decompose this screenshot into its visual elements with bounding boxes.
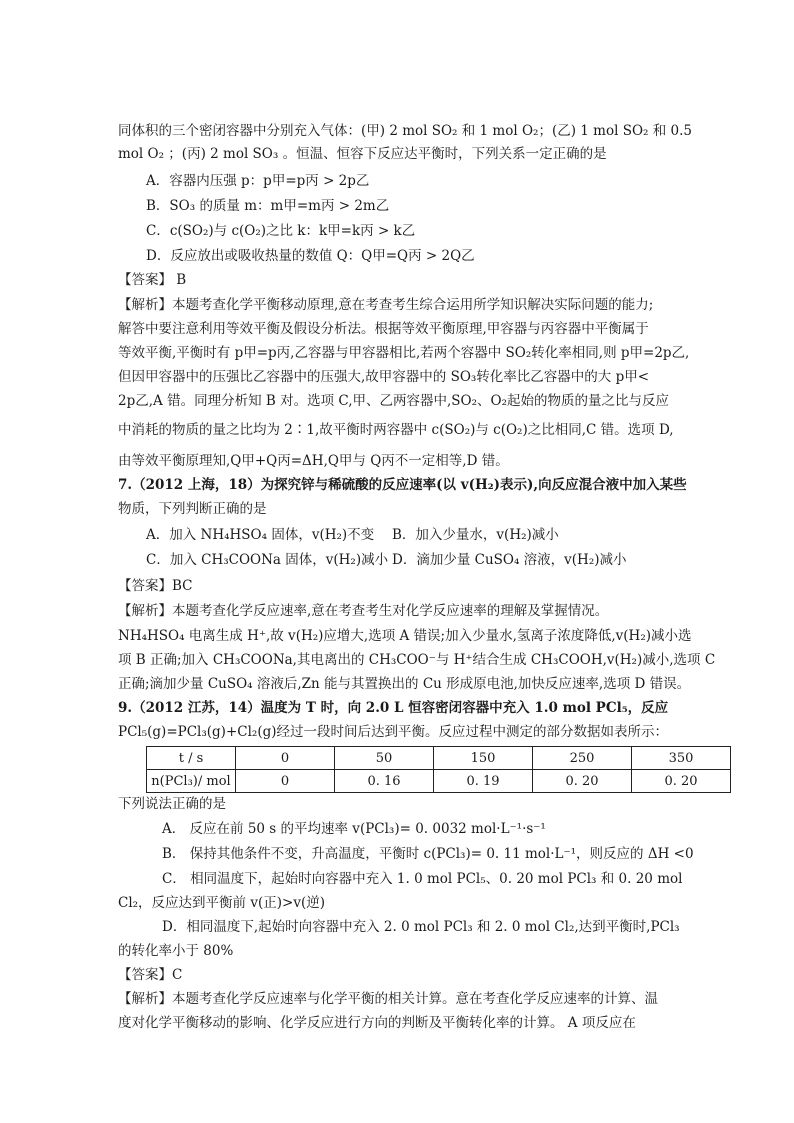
q6-explanation-line: 等效平衡,平衡时有 p甲=p丙,乙容器与甲容器相比,若两个容器中 SO₂转化率相同,则 p甲=2p乙, — [118, 345, 690, 361]
table-cell: 350 — [632, 747, 731, 770]
table-cell: 0. 20 — [632, 770, 731, 793]
table-cell: t / s — [147, 747, 236, 770]
q7-explanation-line: 项 B 正确;加入 CH₃COONa,其电离出的 CH₃COO⁻与 H⁺结合生成 CH₃COOH,v(H₂)减小,选项 C — [118, 652, 716, 668]
q7-option-d: D．滴加少量 CuSO₄ 溶液，v(H₂)减小 — [392, 552, 627, 568]
q6-option-d: D．反应放出或吸收热量的数值 Q：Q甲=Q丙 > 2Q乙 — [146, 248, 475, 264]
q7-stem-line-2: 物质，下列判断正确的是 — [118, 501, 267, 517]
table-row — [147, 747, 731, 770]
table-cell: 250 — [533, 747, 632, 770]
q9-explanation-line: 【解析】本题考查化学反应速率与化学平衡的相关计算。意在考查化学反应速率的计算、温 — [118, 991, 658, 1007]
table-cell: 0. 16 — [335, 770, 434, 793]
q9-option-d-line-2: 的转化率小于 80% — [118, 943, 234, 959]
q7-stem-line-1: 7.（2012 上海，18）为探究锌与稀硫酸的反应速率(以 v(H₂)表示),向反应混合液中加入某些 — [118, 477, 687, 493]
q9-explanation-line: 度对化学平衡移动的影响、化学反应进行方向的判断及平衡转化率的计算。 A 项反应在 — [118, 1015, 636, 1031]
q9-option-c-line-1: C． 相同温度下，起始时向容器中充入 1. 0 mol PCl₅、0. 20 mol PCl₃ 和 0. 20 mol — [162, 871, 683, 887]
q7-option-a: A．加入 NH₄HSO₄ 固体，v(H₂)不变 — [146, 527, 375, 543]
q9-stem-line-2: PCl₅(g)=PCl₃(g)+Cl₂(g)经过一段时间后达到平衡。反应过程中测定的部分数据如表所示： — [118, 724, 668, 740]
table-cell: 0 — [236, 770, 335, 793]
q6-option-a: A．容器内压强 p：p甲=p丙 > 2p乙 — [146, 173, 370, 189]
q7-option-b: B．加入少量水，v(H₂)减小 — [392, 527, 559, 543]
q6-option-c: C．c(SO₂)与 c(O₂)之比 k：k甲=k丙 > k乙 — [146, 223, 416, 239]
q9-option-a: A． 反应在前 50 s 的平均速率 v(PCl₃)= 0. 0032 mol·L⁻¹·s⁻¹ — [162, 821, 546, 837]
q9-prompt: 下列说法正确的是 — [118, 796, 226, 812]
q9-stem-line-1: 9.（2012 江苏，14）温度为 T 时，向 2.0 L 恒容密闭容器中充入 1.0 mol PCl₅，反应 — [118, 700, 669, 716]
q7-explanation-line: 【解析】本题考查化学反应速率,意在考查考生对化学反应速率的理解及掌握情况。 — [118, 603, 609, 619]
q6-stem-line-2: mol O₂ ；(丙) 2 mol SO₃ 。恒温、恒容下反应达平衡时，下列关系一定正确的是 — [118, 146, 607, 162]
table-cell: 0 — [236, 747, 335, 770]
table-cell: n(PCl₃)/ mol — [147, 770, 236, 793]
q6-explanation-line: 由等效平衡原理知,Q甲+Q丙=ΔH,Q甲与 Q丙不一定相等,D 错。 — [118, 453, 509, 469]
q9-answer: 【答案】C — [118, 967, 183, 983]
q6-explanation-line: 中消耗的物质的量之比均为 2∶1,故平衡时两容器中 c(SO₂)与 c(O₂)之比相同,C 错。选项 D, — [118, 422, 674, 438]
q7-explanation-line: 正确;滴加少量 CuSO₄ 溶液后,Zn 能与其置换出的 Cu 形成原电池,加快反应速率,选项 D 错误。 — [118, 676, 691, 692]
q6-explanation-line: 但因甲容器中的压强比乙容器中的压强大,故甲容器中的 SO₃转化率比乙容器中的大 p甲< — [118, 369, 650, 385]
q9-option-d-line-1: D．相同温度下,起始时向容器中充入 2. 0 mol PCl₃ 和 2. 0 mol Cl₂,达到平衡时,PCl₃ — [162, 919, 680, 935]
table-cell: 0. 20 — [533, 770, 632, 793]
q6-answer: 【答案】 B — [118, 272, 187, 288]
q9-option-c-line-2: Cl₂，反应达到平衡前 v(正)>v(逆) — [118, 895, 325, 911]
q6-option-b: B．SO₃ 的质量 m：m甲=m丙 > 2m乙 — [146, 198, 390, 214]
q6-explanation-line: 【解析】本题考查化学平衡移动原理,意在考查考生综合运用所学知识解决实际问题的能力; — [118, 297, 654, 313]
q9-option-b: B． 保持其他条件不变，升高温度，平衡时 c(PCl₃)= 0. 11 mol·L⁻¹，则反应的 ΔH <0 — [162, 846, 694, 862]
q6-explanation-line: 解答中要注意利用等效平衡及假设分析法。根据等效平衡原理,甲容器与丙容器中平衡属于 — [118, 321, 649, 337]
table-cell: 0. 19 — [434, 770, 533, 793]
table-cell: 150 — [434, 747, 533, 770]
q6-explanation-line: 2p乙,A 错。同理分析知 B 对。选项 C,甲、乙两容器中,SO₂、O₂起始的物质的量之比与反应 — [118, 393, 669, 409]
q7-answer: 【答案】BC — [118, 578, 193, 594]
q7-option-c: C．加入 CH₃COONa 固体，v(H₂)减小 — [146, 552, 389, 568]
q6-stem-line-1: 同体积的三个密闭容器中分别充入气体：(甲) 2 mol SO₂ 和 1 mol O₂；(乙) 1 mol SO₂ 和 0.5 — [118, 123, 692, 139]
q9-data-table — [146, 746, 731, 793]
q7-explanation-line: NH₄HSO₄ 电离生成 H⁺,故 v(H₂)应增大,选项 A 错误;加入少量水,氢离子浓度降低,v(H₂)减小选 — [118, 628, 692, 644]
table-cell: 50 — [335, 747, 434, 770]
table-row — [147, 770, 731, 793]
